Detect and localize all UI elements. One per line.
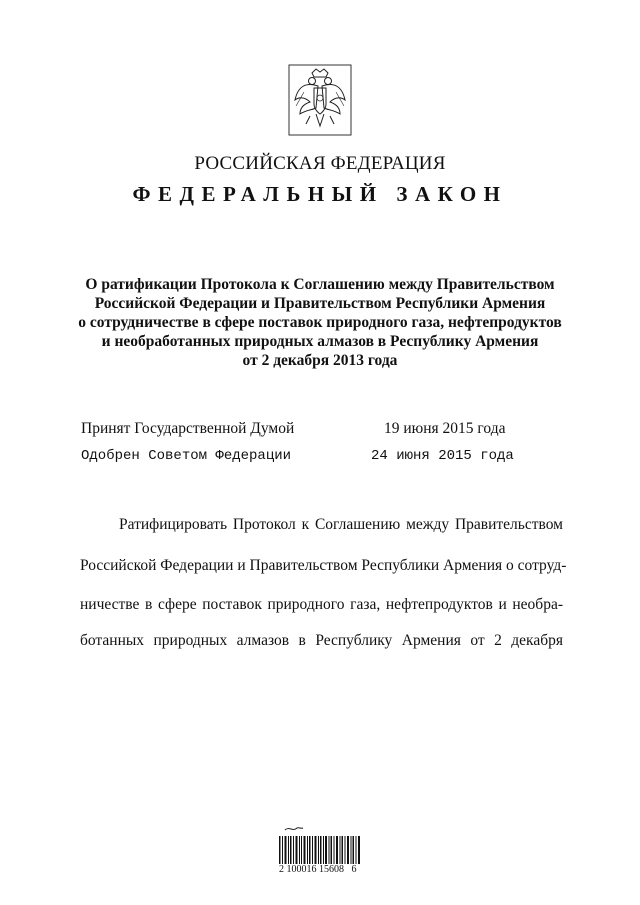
document-type-heading: ФЕДЕРАЛЬНЫЙ ЗАКОН bbox=[132, 182, 508, 206]
law-title-line: Российской Федерации и Правительством Республики Армения bbox=[94, 295, 546, 312]
coat-of-arms-emblem-icon bbox=[288, 64, 352, 136]
council-approval-label: Одобрен Советом Федерации bbox=[81, 448, 292, 464]
barcode-number: 2 100016 15608 6 bbox=[279, 864, 357, 875]
body-text-line: Ратифицировать Протокол к Соглашению между Правительством bbox=[119, 516, 563, 533]
duma-adoption-date: 19 июня 2015 года bbox=[384, 420, 506, 437]
body-text-line: Российской Федерации и Правительством Республики Армения о сотруд- bbox=[80, 557, 567, 574]
country-name: РОССИЙСКАЯ ФЕДЕРАЦИЯ bbox=[194, 153, 446, 174]
law-title-line: от 2 декабря 2013 года bbox=[242, 352, 398, 369]
law-title bbox=[60, 275, 580, 370]
barcode-icon bbox=[279, 826, 361, 890]
council-approval-date: 24 июня 2015 года bbox=[371, 448, 514, 464]
law-title-line: и необработанных природных алмазов в Республику Армения bbox=[101, 333, 539, 350]
law-title-line: о сотрудничестве в сфере поставок природного газа, нефтепродуктов bbox=[78, 314, 562, 331]
law-title-line: О ратификации Протокола к Соглашению между Правительством bbox=[85, 276, 555, 293]
duma-adoption-label: Принят Государственной Думой bbox=[81, 420, 295, 437]
body-text-line: ботанных природных алмазов в Республику Армения от 2 декабря bbox=[80, 632, 563, 649]
body-text-line: ничестве в сфере поставок природного газа, нефтепродуктов и необра- bbox=[80, 596, 563, 613]
